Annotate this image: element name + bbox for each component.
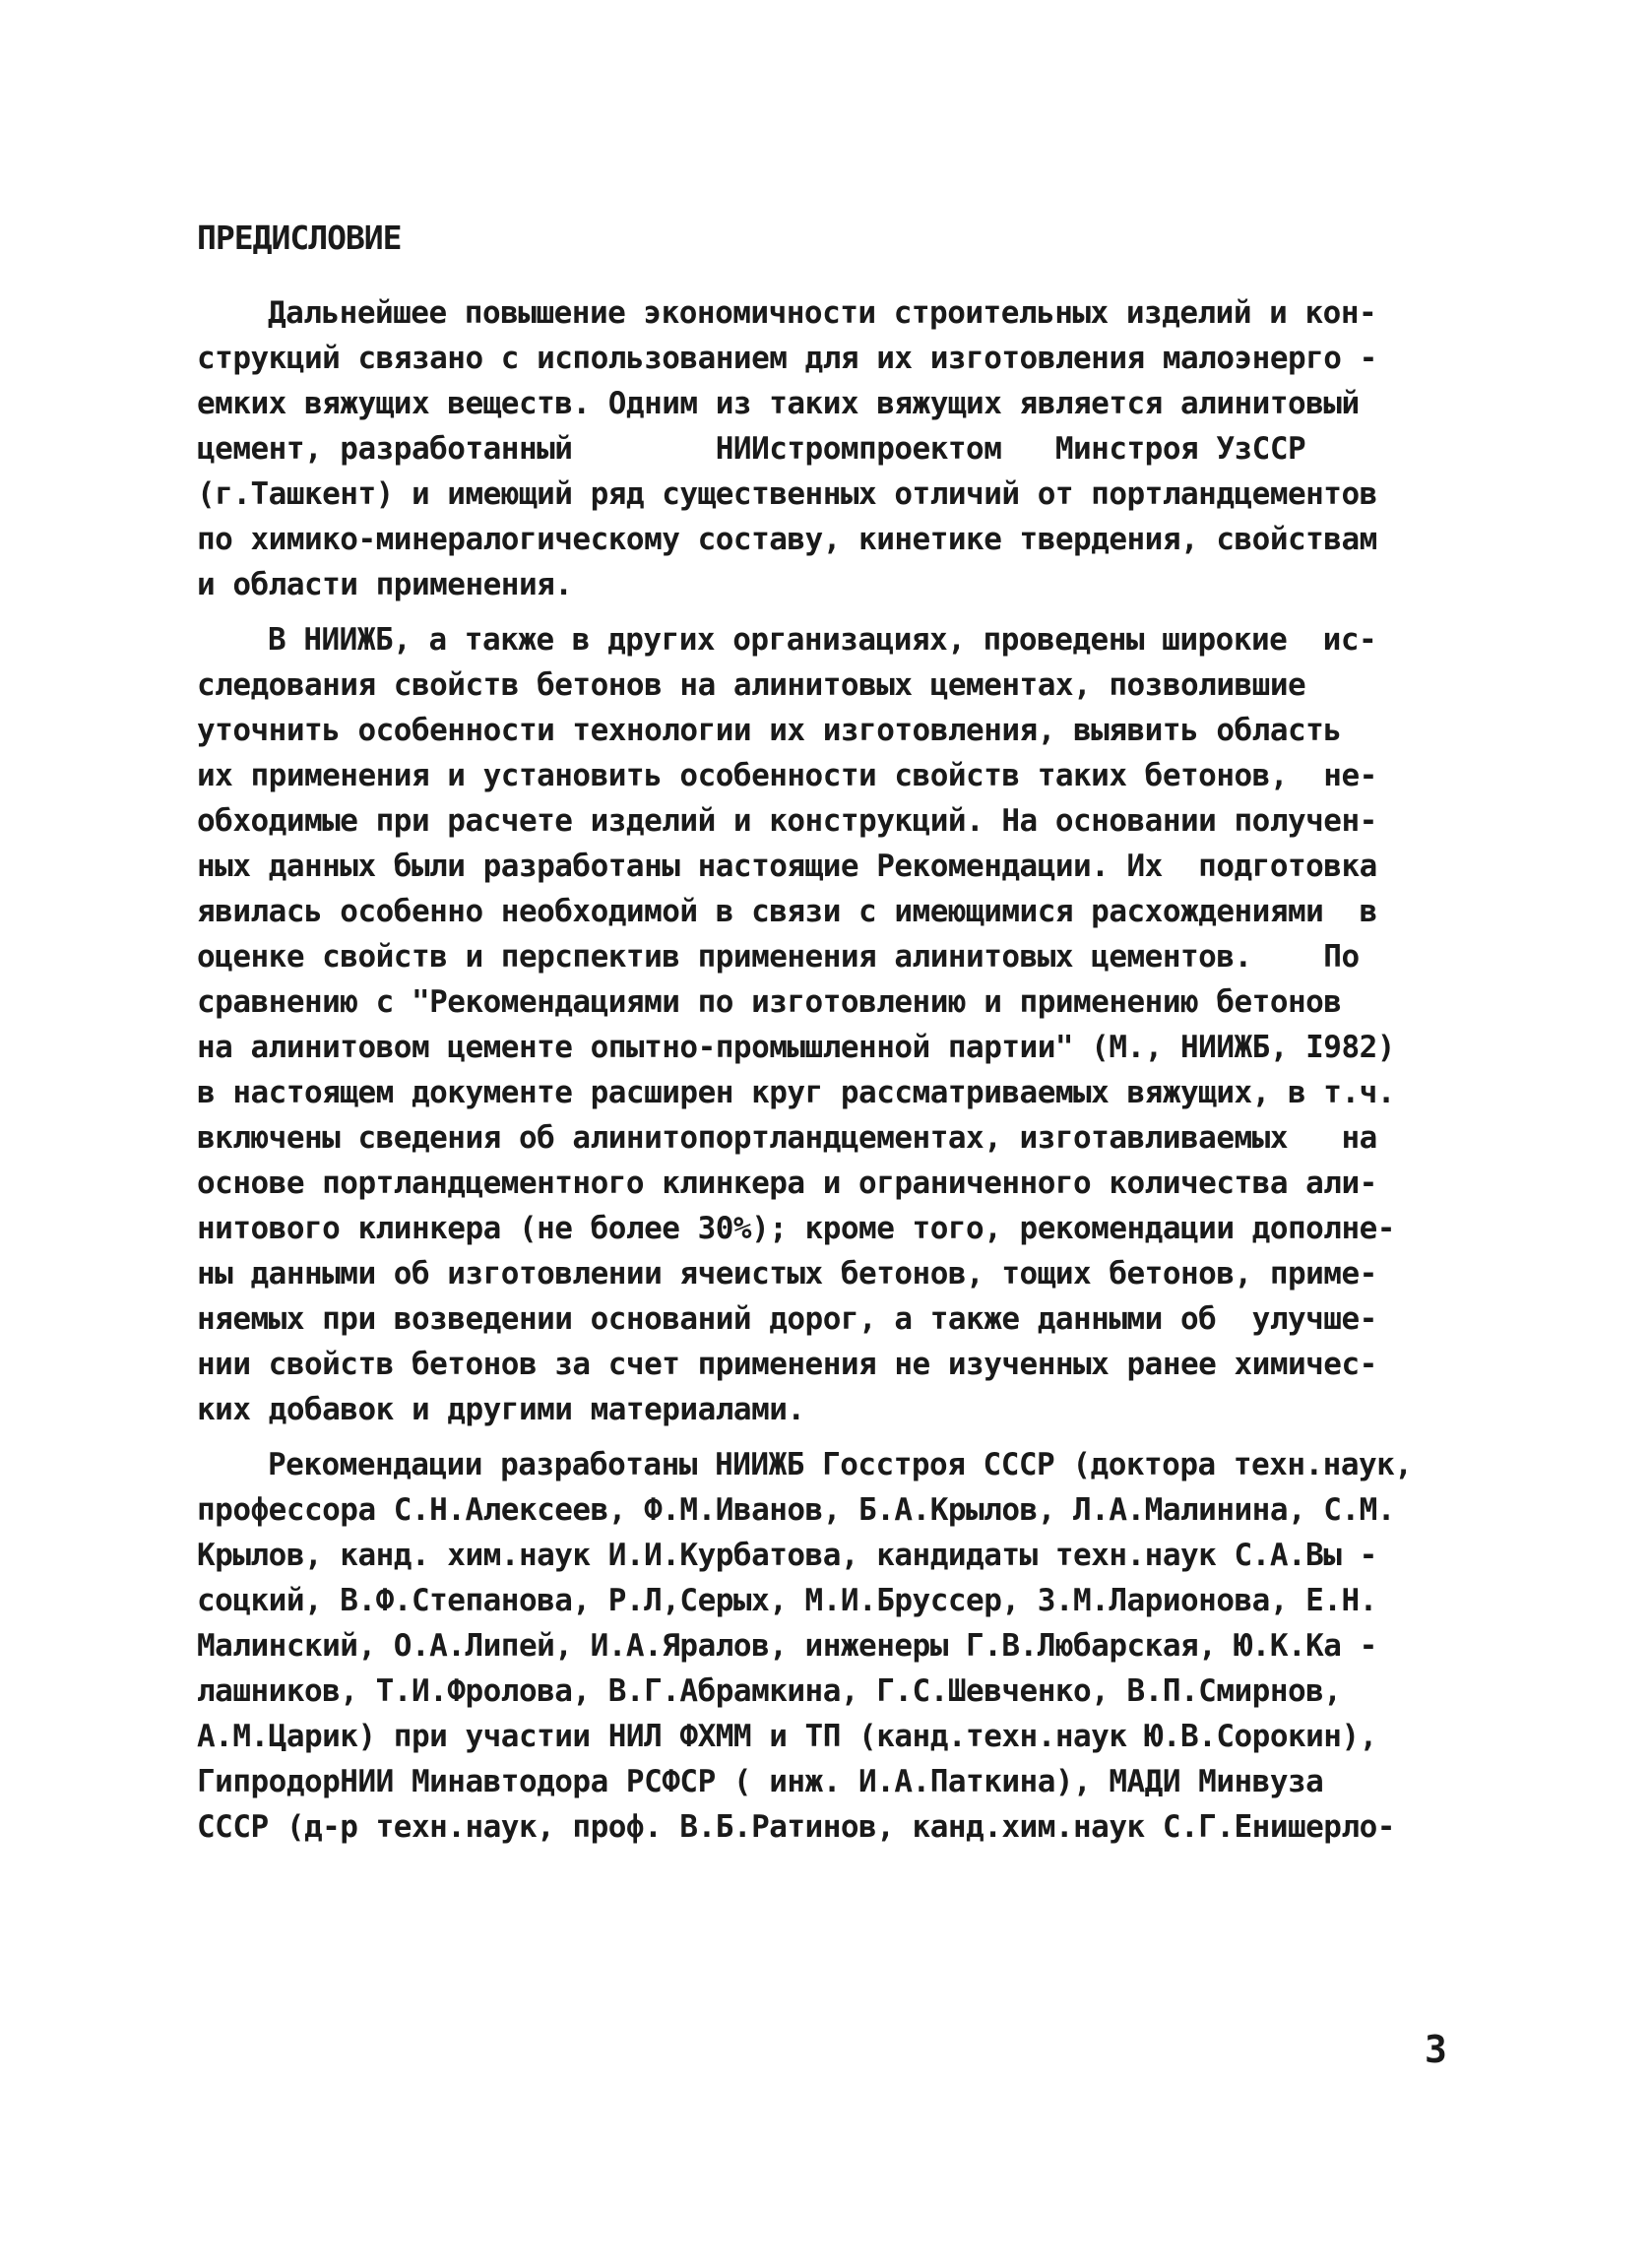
paragraph-line: их применения и установить особенности свойств таких бетонов, не-	[197, 758, 1377, 793]
paragraph-line: основе портландцементного клинкера и ограниченного количества али-	[197, 1166, 1377, 1201]
paragraph-line: ны данными об изготовлении ячеистых бетонов, тощих бетонов, приме-	[197, 1256, 1377, 1292]
paragraph-line: оценке свойств и перспектив применения алинитовых цементов. По	[197, 939, 1360, 975]
paragraph-line: Рекомендации разработаны НИИЖБ Госстроя СССР (доктора техн.наук,	[268, 1447, 1413, 1482]
section-heading: ПРЕДИСЛОВИЕ	[197, 219, 402, 257]
paragraph-line: профессора С.Н.Алексеев, Ф.М.Иванов, Б.А.Крылов, Л.А.Малинина, С.М.	[197, 1492, 1395, 1528]
paragraph-line: Дальнейшее повышение экономичности строительных изделий и кон-	[268, 295, 1377, 331]
paragraph-line: нии свойств бетонов за счет применения не изученных ранее химичес-	[197, 1347, 1377, 1382]
paragraph-line: Малинский, О.А.Липей, И.А.Яралов, инженеры Г.В.Любарская, Ю.К.Ка -	[197, 1628, 1377, 1664]
paragraph-line: уточнить особенности технологии их изготовления, выявить область	[197, 713, 1342, 748]
paragraph-line: струкций связано с использованием для их изготовления малоэнерго -	[197, 341, 1377, 376]
paragraph-line: на алинитовом цементе опытно-промышленной партии" (М., НИИЖБ, I982)	[197, 1030, 1395, 1065]
paragraph-line: соцкий, В.Ф.Степанова, Р.Л,Серых, М.И.Бруссер, З.М.Ларионова, Е.Н.	[197, 1583, 1377, 1618]
paragraph-line: СССР (д-р техн.наук, проф. В.Б.Ратинов, канд.хим.наук С.Г.Енишерло-	[197, 1809, 1395, 1845]
paragraph-line: включены сведения об алинитопортландцементах, изготавливаемых на	[197, 1120, 1377, 1156]
paragraph-line: В НИИЖБ, а также в других организациях, проведены широкие ис-	[268, 622, 1377, 658]
paragraph-line: ГипродорНИИ Минавтодора РСФСР ( инж. И.А.Паткина), МАДИ Минвуза	[197, 1764, 1324, 1799]
paragraph-line: А.М.Царик) при участии НИЛ ФХММ и ТП (канд.техн.наук Ю.В.Сорокин),	[197, 1719, 1377, 1754]
paragraph-line: обходимые при расчете изделий и конструкций. На основании получен-	[197, 803, 1377, 839]
paragraph-line: явилась особенно необходимой в связи с имеющимися расхождениями в	[197, 894, 1377, 929]
paragraph-line: лашников, Т.И.Фролова, В.Г.Абрамкина, Г.С.Шевченко, В.П.Смирнов,	[197, 1673, 1342, 1709]
paragraph-line: сравнению с "Рекомендациями по изготовлению и применению бетонов	[197, 984, 1342, 1020]
paragraph-line: следования свойств бетонов на алинитовых цементах, позволившие	[197, 667, 1306, 703]
page-number: 3	[1425, 2028, 1447, 2071]
paragraph-line: ких добавок и другими материалами.	[197, 1392, 805, 1427]
paragraph-line: по химико-минералогическому составу, кинетике твердения, свойствам	[197, 522, 1377, 557]
paragraph-line: и области применения.	[197, 567, 573, 602]
paragraph-line: няемых при возведении оснований дорог, а также данными об улучше-	[197, 1301, 1377, 1337]
paragraph-line: (г.Ташкент) и имеющий ряд существенных отличий от портландцементов	[197, 476, 1377, 512]
paragraph-line: цемент, разработанный НИИстромпроектом Минстроя УзССР	[197, 431, 1306, 467]
paragraph-line: в настоящем документе расширен круг рассматриваемых вяжущих, в т.ч.	[197, 1075, 1395, 1110]
paragraph-line: Крылов, канд. хим.наук И.И.Курбатова, кандидаты техн.наук С.А.Вы -	[197, 1538, 1377, 1573]
paragraph-line: емких вяжущих веществ. Одним из таких вяжущих является алинитовый	[197, 386, 1360, 421]
paragraph-line: ных данных были разработаны настоящие Рекомендации. Их подготовка	[197, 849, 1377, 884]
paragraph-line: нитового клинкера (не более 30%); кроме того, рекомендации дополне-	[197, 1211, 1395, 1246]
